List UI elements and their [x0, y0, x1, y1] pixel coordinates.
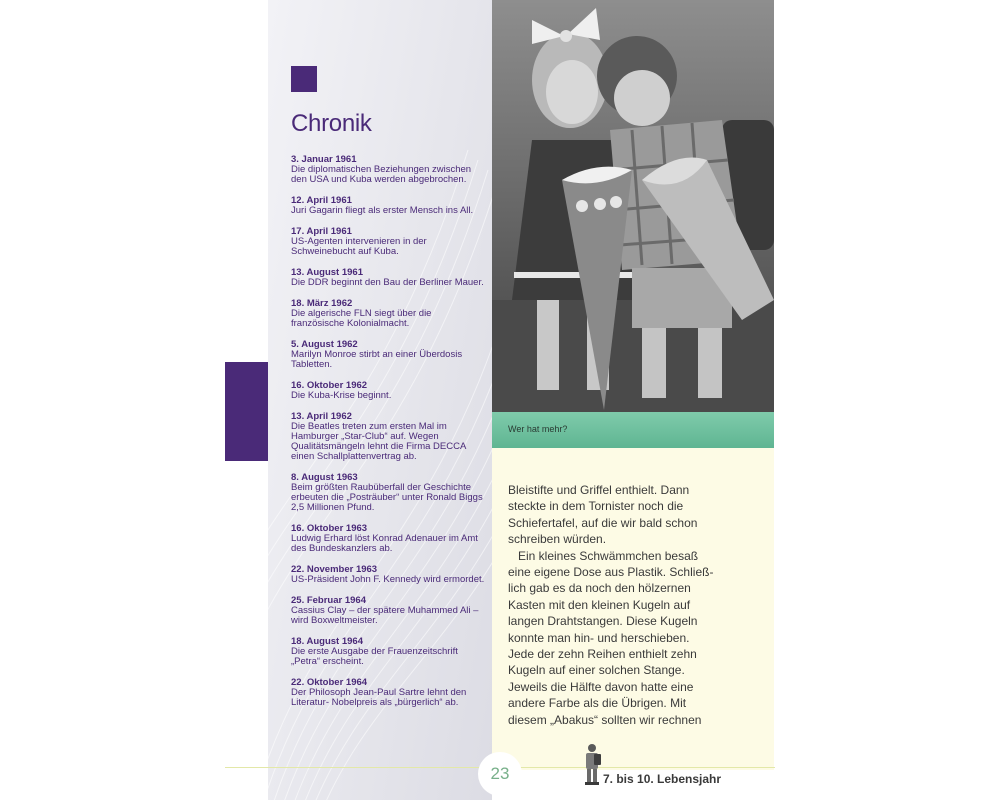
chronicle-entry-text: Die algerische FLN siegt über die französische Kolonialmacht. — [291, 308, 432, 329]
body-line: Kasten mit den kleinen Kugeln auf — [508, 597, 691, 612]
body-line: Jeweils die Hälfte davon hatte eine — [508, 679, 694, 694]
children-photo — [492, 0, 774, 412]
chronicle-entry — [291, 596, 487, 626]
body-line: steckte in dem Tornister noch die — [508, 499, 684, 514]
chronicle-entry-text: US-Agenten intervenieren in der Schweinebucht auf Kuba. — [291, 236, 427, 257]
chapter-marker-square — [291, 66, 317, 92]
chronicle-entry-date: 17. April 1961 — [291, 226, 352, 237]
body-line: eine eigene Dose aus Plastik. Schließ- — [508, 565, 714, 580]
chronicle-entry-text: Die DDR beginnt den Bau der Berliner Mauer. — [291, 277, 484, 288]
chronicle-entry — [291, 381, 487, 401]
chronicle-entry — [291, 155, 487, 185]
body-text — [508, 482, 714, 728]
body-line: Kugeln auf einer solchen Stange. — [508, 663, 685, 678]
page-number: 23 — [490, 764, 510, 783]
chronicle-entry-text: Juri Gagarin fliegt als erster Mensch ins All. — [291, 205, 474, 216]
chronicle-entry-text: Cassius Clay – der spätere Muhammed Ali – wird Boxweltmeister. — [291, 605, 479, 626]
chronicle-entries — [291, 155, 487, 719]
chronicle-entry-date: 12. April 1961 — [291, 195, 352, 206]
chronicle-entry-date: 8. August 1963 — [291, 472, 358, 483]
chronicle-entry-text: Der Philosoph Jean-Paul Sartre lehnt den Literatur- Nobelpreis als „bürgerlich“ ab. — [291, 687, 467, 708]
chronicle-entry — [291, 412, 487, 462]
chronicle-entry-date: 5. August 1962 — [291, 339, 358, 350]
chronicle-entry-text: Ludwig Erhard löst Konrad Adenauer im Amt des Bundeskanzlers ab. — [291, 533, 478, 554]
body-line: diesem „Abakus“ sollten wir rechnen — [508, 712, 702, 727]
chronicle-entry — [291, 227, 487, 257]
body-line: Bleistifte und Griffel enthielt. Dann — [508, 483, 690, 497]
chronicle-entry-date: 22. November 1963 — [291, 564, 378, 575]
chronicle-entry-date: 25. Februar 1964 — [291, 595, 366, 606]
chronicle-entry-date: 13. April 1962 — [291, 411, 352, 422]
body-line: langen Drahtstangen. Diese Kugeln — [508, 614, 698, 629]
body-line: andere Farbe als die Übrigen. Mit — [508, 696, 687, 711]
chronicle-entry-text: Die Kuba-Krise beginnt. — [291, 390, 392, 401]
chronicle-entry — [291, 268, 487, 288]
body-line: lich gab es da noch den hölzernen — [508, 581, 691, 596]
body-line: konnte man hin- und herschieben. — [508, 630, 690, 645]
chronicle-entry — [291, 196, 487, 216]
schoolchildren-photo-illustration — [492, 0, 774, 412]
chronicle-entry-text: Die diplomatischen Beziehungen zwischen den USA und Kuba werden abgebrochen. — [291, 164, 472, 185]
body-text-panel — [492, 448, 774, 770]
body-line: Ein kleines Schwämmchen besaß — [518, 548, 699, 563]
side-tab-marker — [225, 362, 268, 461]
chronicle-entry-date: 16. Oktober 1963 — [291, 523, 368, 534]
photo-caption-bar — [492, 412, 774, 448]
body-line: Schiefertafel, auf die wir bald schon — [508, 515, 698, 530]
chronicle-entry-date: 22. Oktober 1964 — [291, 677, 368, 688]
chronicle-entry — [291, 299, 487, 329]
chronicle-entry-date: 16. Oktober 1962 — [291, 380, 368, 391]
chronicle-entry — [291, 678, 487, 708]
body-line: schreiben würden. — [508, 532, 607, 547]
chronicle-entry-text: US-Präsident John F. Kennedy wird ermordet. — [291, 574, 485, 585]
chronicle-entry-text: Die Beatles treten zum ersten Mal im Hamburger „Star-Club“ auf. Wegen Qualitätsmängeln lehnt die Firma DECCA einen Schallplattenvertrag ab. — [291, 421, 466, 462]
chronicle-entry-date: 13. August 1961 — [291, 267, 363, 278]
chronicle-entry-date: 18. August 1964 — [291, 636, 363, 647]
chronicle-entry-date: 18. März 1962 — [291, 298, 353, 309]
chronicle-entry — [291, 637, 487, 667]
chronicle-entry — [291, 340, 487, 370]
child-with-satchel-icon — [582, 742, 602, 786]
chronicle-entry — [291, 473, 487, 513]
photo-caption: Wer hat mehr? — [508, 424, 568, 434]
chronicle-entry — [291, 524, 487, 554]
chronicle-entry-text: Marilyn Monroe stirbt an einer Überdosis Tabletten. — [291, 349, 463, 370]
chronicle-title: Chronik — [291, 110, 372, 137]
chronicle-entry-date: 3. Januar 1961 — [291, 154, 357, 165]
chronicle-entry — [291, 565, 487, 585]
chronicle-entry-text: Die erste Ausgabe der Frauenzeitschrift „Petra“ erscheint. — [291, 646, 458, 667]
body-line: Jede der zehn Reihen enthielt zehn — [508, 647, 697, 662]
chronicle-entry-text: Beim größten Raubüberfall der Geschichte erbeuten die „Posträuber“ unter Ronald Biggs 2,5 Millionen Pfund. — [291, 482, 483, 513]
section-label: 7. bis 10. Lebensjahr — [603, 772, 722, 786]
